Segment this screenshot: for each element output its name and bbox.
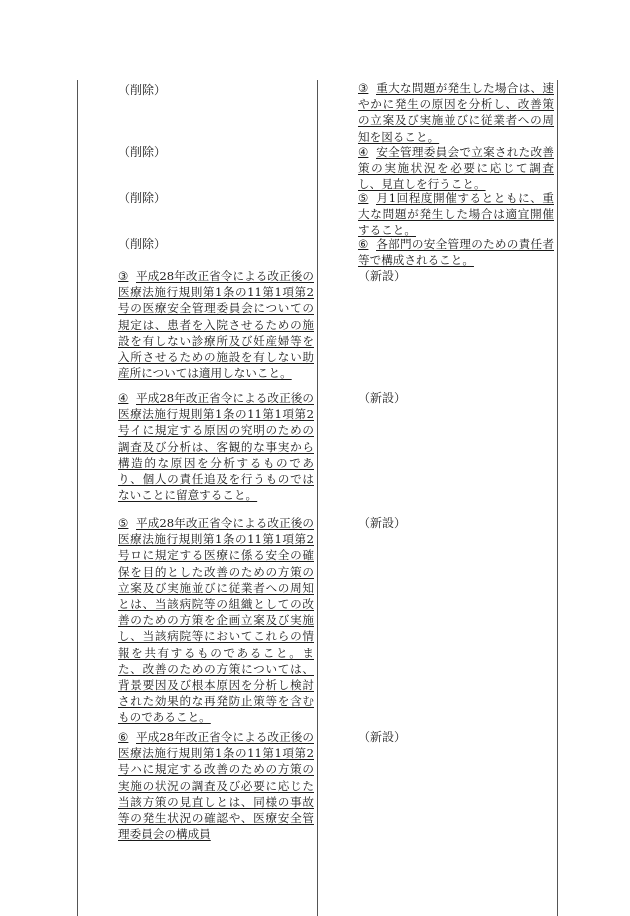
table-border-middle: [317, 80, 318, 916]
item-text: 平成28年改正省令による改正後の医療法施行規則第1条の11第1項第2号ロに規定する医療に係る安全の確保を目的とした改善のための方策の立案及び実施並びに従業者への周知とは、当該病院等の組織としての改善のための方策を企画立案及び実施し、当該病院等においてこれらの情報を共有するものであること。また、改善のための方策については、背景要因及び根本原因を分析し検討された効果的な再発防止策等を含むものであること。: [118, 516, 314, 725]
table-border-left: [77, 80, 78, 916]
item-text: 各部門の安全管理のための責任者等で構成されること。: [358, 237, 554, 268]
item-text: 平成28年改正省令による改正後の医療法施行規則第1条の11第1項第2号ハに規定する改善のための方策の実施の状況の調査及び必要に応じた当該方策の見直しとは、同様の事故等の発生状況の確認や、医療安全管理委員会の構成員: [118, 730, 314, 842]
deleted-label: （削除）: [118, 191, 167, 205]
left-item-5: [118, 515, 314, 726]
item-number: ③: [358, 81, 369, 95]
right-item-6: [358, 236, 554, 268]
new-label: （新設）: [358, 516, 407, 530]
item-number: ⑤: [118, 516, 129, 530]
table-border-right: [557, 80, 558, 916]
item-text: 安全管理委員会で立案された改善策の実施状況を必要に応じて調査し、見直しを行うこと。: [358, 145, 554, 192]
deleted-label: （削除）: [118, 237, 167, 251]
item-text: 重大な問題が発生した場合は、速やかに発生の原因を分析し、改善策の立案及び実施並びに従業者への周知を図ること。: [358, 81, 554, 144]
item-text: 平成28年改正省令による改正後の医療法施行規則第1条の11第1項第2号の医療安全管理委員会についての規定は、患者を入院させるための施設を有しない診療所及び妊産婦等を入所させるための施設を有しない助産所については適用しないこと。: [118, 269, 314, 381]
new-label: （新設）: [358, 391, 407, 405]
item-number: ④: [118, 391, 129, 405]
right-item-4: [358, 144, 554, 193]
right-item-3: [358, 80, 554, 145]
item-number: ③: [118, 269, 129, 283]
left-item-3: [118, 268, 314, 381]
item-number: ⑥: [358, 237, 369, 251]
left-item-6: [118, 729, 314, 842]
item-text: 平成28年改正省令による改正後の医療法施行規則第1条の11第1項第2号イに規定する原因の究明のための調査及び分析は、客観的な事実から構造的な原因を分析するものであり、個人の責任追及を行うものではないことに留意すること。: [118, 391, 314, 503]
deleted-label: （削除）: [118, 145, 167, 159]
deleted-label: （削除）: [118, 83, 167, 97]
item-text: 月1回程度開催するとともに、重大な問題が発生した場合は適宜開催すること。: [358, 191, 554, 238]
item-number: ④: [358, 145, 369, 159]
left-item-4: [118, 390, 314, 503]
item-number: ⑥: [118, 730, 129, 744]
item-number: ⑤: [358, 191, 369, 205]
right-item-5: [358, 190, 554, 239]
new-label: （新設）: [358, 730, 407, 744]
new-label: （新設）: [358, 269, 407, 283]
